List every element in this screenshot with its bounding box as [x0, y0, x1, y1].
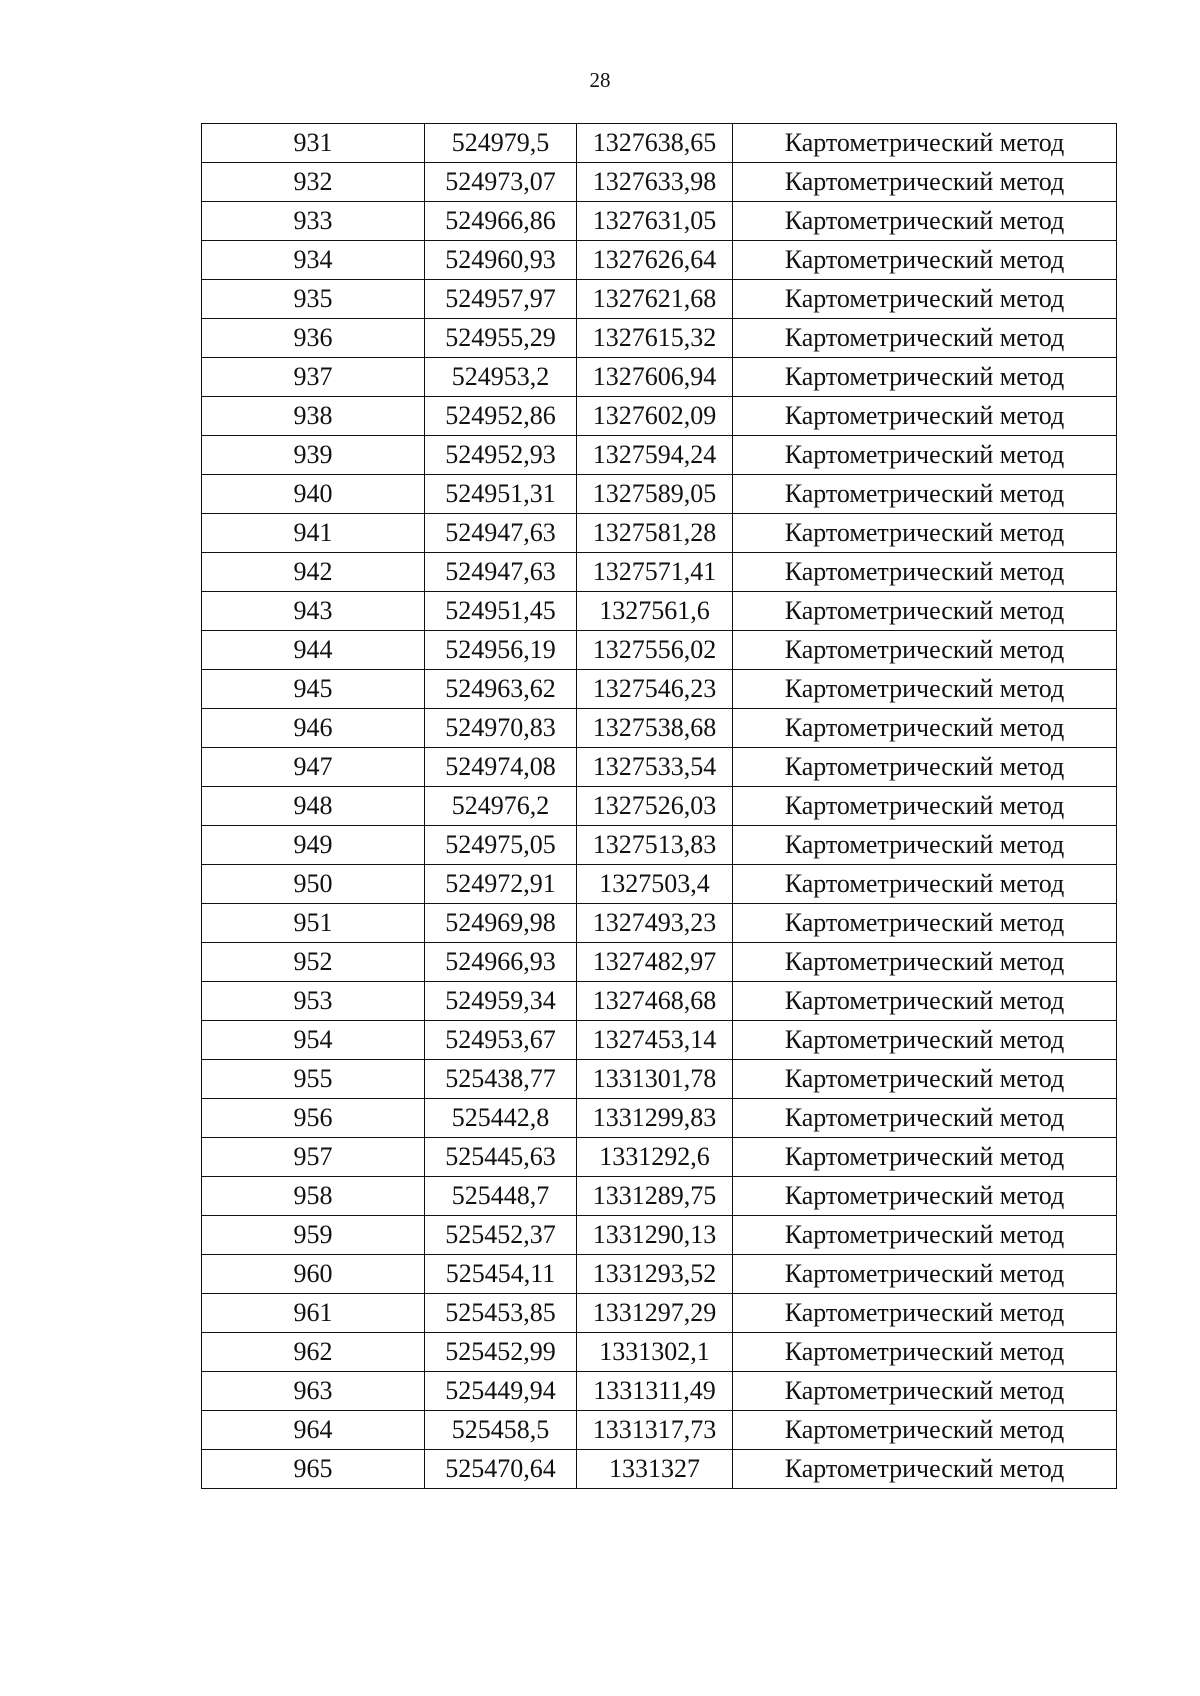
method-cell: Картометрический метод	[733, 202, 1117, 241]
y-coordinate-cell: 1327493,23	[577, 904, 733, 943]
table-row	[202, 514, 1117, 553]
table-row	[202, 1177, 1117, 1216]
y-coordinate-cell: 1327633,98	[577, 163, 733, 202]
point-number-cell: 959	[202, 1216, 425, 1255]
table-row	[202, 982, 1117, 1021]
method-cell: Картометрический метод	[733, 358, 1117, 397]
table-row	[202, 1333, 1117, 1372]
x-coordinate-cell: 525449,94	[425, 1372, 577, 1411]
point-number-cell: 954	[202, 1021, 425, 1060]
method-cell: Картометрический метод	[733, 514, 1117, 553]
table-row	[202, 826, 1117, 865]
x-coordinate-cell: 524972,91	[425, 865, 577, 904]
point-number-cell: 941	[202, 514, 425, 553]
method-cell: Картометрический метод	[733, 319, 1117, 358]
y-coordinate-cell: 1327571,41	[577, 553, 733, 592]
y-coordinate-cell: 1327621,68	[577, 280, 733, 319]
x-coordinate-cell: 525452,99	[425, 1333, 577, 1372]
coordinates-table-container	[201, 123, 1117, 1489]
table-row	[202, 787, 1117, 826]
table-row	[202, 202, 1117, 241]
x-coordinate-cell: 524952,86	[425, 397, 577, 436]
point-number-cell: 953	[202, 982, 425, 1021]
method-cell: Картометрический метод	[733, 1294, 1117, 1333]
point-number-cell: 958	[202, 1177, 425, 1216]
x-coordinate-cell: 524951,31	[425, 475, 577, 514]
y-coordinate-cell: 1331297,29	[577, 1294, 733, 1333]
table-row	[202, 1411, 1117, 1450]
y-coordinate-cell: 1327581,28	[577, 514, 733, 553]
x-coordinate-cell: 524979,5	[425, 124, 577, 163]
method-cell: Картометрический метод	[733, 1177, 1117, 1216]
table-row	[202, 943, 1117, 982]
method-cell: Картометрический метод	[733, 670, 1117, 709]
method-cell: Картометрический метод	[733, 904, 1117, 943]
table-row	[202, 241, 1117, 280]
method-cell: Картометрический метод	[733, 1411, 1117, 1450]
coordinates-table-body	[202, 124, 1117, 1489]
x-coordinate-cell: 525454,11	[425, 1255, 577, 1294]
method-cell: Картометрический метод	[733, 592, 1117, 631]
point-number-cell: 946	[202, 709, 425, 748]
point-number-cell: 934	[202, 241, 425, 280]
x-coordinate-cell: 524953,67	[425, 1021, 577, 1060]
x-coordinate-cell: 524955,29	[425, 319, 577, 358]
point-number-cell: 939	[202, 436, 425, 475]
y-coordinate-cell: 1331317,73	[577, 1411, 733, 1450]
method-cell: Картометрический метод	[733, 397, 1117, 436]
table-row	[202, 319, 1117, 358]
point-number-cell: 931	[202, 124, 425, 163]
table-row	[202, 1060, 1117, 1099]
x-coordinate-cell: 524970,83	[425, 709, 577, 748]
table-row	[202, 1294, 1117, 1333]
x-coordinate-cell: 524966,86	[425, 202, 577, 241]
table-row	[202, 475, 1117, 514]
method-cell: Картометрический метод	[733, 241, 1117, 280]
x-coordinate-cell: 525458,5	[425, 1411, 577, 1450]
y-coordinate-cell: 1327526,03	[577, 787, 733, 826]
y-coordinate-cell: 1327594,24	[577, 436, 733, 475]
method-cell: Картометрический метод	[733, 865, 1117, 904]
x-coordinate-cell: 524974,08	[425, 748, 577, 787]
x-coordinate-cell: 525442,8	[425, 1099, 577, 1138]
x-coordinate-cell: 525453,85	[425, 1294, 577, 1333]
y-coordinate-cell: 1331301,78	[577, 1060, 733, 1099]
x-coordinate-cell: 525470,64	[425, 1450, 577, 1489]
table-row	[202, 1255, 1117, 1294]
table-row	[202, 553, 1117, 592]
x-coordinate-cell: 524959,34	[425, 982, 577, 1021]
x-coordinate-cell: 525445,63	[425, 1138, 577, 1177]
y-coordinate-cell: 1327468,68	[577, 982, 733, 1021]
page-number: 28	[589, 68, 611, 92]
table-row	[202, 358, 1117, 397]
point-number-cell: 961	[202, 1294, 425, 1333]
y-coordinate-cell: 1327453,14	[577, 1021, 733, 1060]
point-number-cell: 943	[202, 592, 425, 631]
x-coordinate-cell: 524975,05	[425, 826, 577, 865]
point-number-cell: 933	[202, 202, 425, 241]
x-coordinate-cell: 524953,2	[425, 358, 577, 397]
point-number-cell: 945	[202, 670, 425, 709]
y-coordinate-cell: 1331302,1	[577, 1333, 733, 1372]
x-coordinate-cell: 524966,93	[425, 943, 577, 982]
method-cell: Картометрический метод	[733, 787, 1117, 826]
point-number-cell: 965	[202, 1450, 425, 1489]
y-coordinate-cell: 1327533,54	[577, 748, 733, 787]
point-number-cell: 940	[202, 475, 425, 514]
x-coordinate-cell: 524969,98	[425, 904, 577, 943]
x-coordinate-cell: 524973,07	[425, 163, 577, 202]
y-coordinate-cell: 1327556,02	[577, 631, 733, 670]
y-coordinate-cell: 1331292,6	[577, 1138, 733, 1177]
point-number-cell: 947	[202, 748, 425, 787]
table-row	[202, 865, 1117, 904]
x-coordinate-cell: 524956,19	[425, 631, 577, 670]
x-coordinate-cell: 524957,97	[425, 280, 577, 319]
y-coordinate-cell: 1331311,49	[577, 1372, 733, 1411]
x-coordinate-cell: 524952,93	[425, 436, 577, 475]
point-number-cell: 963	[202, 1372, 425, 1411]
y-coordinate-cell: 1331290,13	[577, 1216, 733, 1255]
x-coordinate-cell: 524947,63	[425, 553, 577, 592]
method-cell: Картометрический метод	[733, 436, 1117, 475]
y-coordinate-cell: 1331293,52	[577, 1255, 733, 1294]
method-cell: Картометрический метод	[733, 1138, 1117, 1177]
point-number-cell: 960	[202, 1255, 425, 1294]
table-row	[202, 592, 1117, 631]
y-coordinate-cell: 1327546,23	[577, 670, 733, 709]
y-coordinate-cell: 1331327	[577, 1450, 733, 1489]
method-cell: Картометрический метод	[733, 475, 1117, 514]
point-number-cell: 964	[202, 1411, 425, 1450]
y-coordinate-cell: 1327482,97	[577, 943, 733, 982]
point-number-cell: 942	[202, 553, 425, 592]
point-number-cell: 949	[202, 826, 425, 865]
point-number-cell: 957	[202, 1138, 425, 1177]
method-cell: Картометрический метод	[733, 1021, 1117, 1060]
y-coordinate-cell: 1327589,05	[577, 475, 733, 514]
x-coordinate-cell: 524951,45	[425, 592, 577, 631]
x-coordinate-cell: 524976,2	[425, 787, 577, 826]
method-cell: Картометрический метод	[733, 124, 1117, 163]
y-coordinate-cell: 1331289,75	[577, 1177, 733, 1216]
table-row	[202, 1450, 1117, 1489]
method-cell: Картометрический метод	[733, 1216, 1117, 1255]
point-number-cell: 935	[202, 280, 425, 319]
x-coordinate-cell: 525438,77	[425, 1060, 577, 1099]
method-cell: Картометрический метод	[733, 553, 1117, 592]
point-number-cell: 948	[202, 787, 425, 826]
point-number-cell: 950	[202, 865, 425, 904]
method-cell: Картометрический метод	[733, 1099, 1117, 1138]
point-number-cell: 962	[202, 1333, 425, 1372]
y-coordinate-cell: 1327638,65	[577, 124, 733, 163]
method-cell: Картометрический метод	[733, 1372, 1117, 1411]
table-row	[202, 709, 1117, 748]
y-coordinate-cell: 1327606,94	[577, 358, 733, 397]
method-cell: Картометрический метод	[733, 826, 1117, 865]
point-number-cell: 936	[202, 319, 425, 358]
table-row	[202, 436, 1117, 475]
y-coordinate-cell: 1327513,83	[577, 826, 733, 865]
point-number-cell: 951	[202, 904, 425, 943]
table-row	[202, 904, 1117, 943]
x-coordinate-cell: 525452,37	[425, 1216, 577, 1255]
point-number-cell: 937	[202, 358, 425, 397]
method-cell: Картометрический метод	[733, 943, 1117, 982]
coordinates-table	[201, 123, 1117, 1489]
point-number-cell: 955	[202, 1060, 425, 1099]
table-row	[202, 670, 1117, 709]
table-row	[202, 1099, 1117, 1138]
table-row	[202, 1372, 1117, 1411]
point-number-cell: 932	[202, 163, 425, 202]
x-coordinate-cell: 524960,93	[425, 241, 577, 280]
method-cell: Картометрический метод	[733, 631, 1117, 670]
table-row	[202, 163, 1117, 202]
y-coordinate-cell: 1331299,83	[577, 1099, 733, 1138]
y-coordinate-cell: 1327602,09	[577, 397, 733, 436]
x-coordinate-cell: 524947,63	[425, 514, 577, 553]
point-number-cell: 938	[202, 397, 425, 436]
y-coordinate-cell: 1327561,6	[577, 592, 733, 631]
table-row	[202, 1021, 1117, 1060]
method-cell: Картометрический метод	[733, 280, 1117, 319]
table-row	[202, 1216, 1117, 1255]
table-row	[202, 124, 1117, 163]
method-cell: Картометрический метод	[733, 709, 1117, 748]
y-coordinate-cell: 1327503,4	[577, 865, 733, 904]
table-row	[202, 397, 1117, 436]
y-coordinate-cell: 1327615,32	[577, 319, 733, 358]
method-cell: Картометрический метод	[733, 982, 1117, 1021]
point-number-cell: 956	[202, 1099, 425, 1138]
method-cell: Картометрический метод	[733, 1450, 1117, 1489]
y-coordinate-cell: 1327626,64	[577, 241, 733, 280]
x-coordinate-cell: 524963,62	[425, 670, 577, 709]
method-cell: Картометрический метод	[733, 163, 1117, 202]
method-cell: Картометрический метод	[733, 1333, 1117, 1372]
table-row	[202, 631, 1117, 670]
table-row	[202, 1138, 1117, 1177]
table-row	[202, 280, 1117, 319]
y-coordinate-cell: 1327631,05	[577, 202, 733, 241]
x-coordinate-cell: 525448,7	[425, 1177, 577, 1216]
method-cell: Картометрический метод	[733, 1060, 1117, 1099]
method-cell: Картометрический метод	[733, 1255, 1117, 1294]
y-coordinate-cell: 1327538,68	[577, 709, 733, 748]
point-number-cell: 952	[202, 943, 425, 982]
point-number-cell: 944	[202, 631, 425, 670]
method-cell: Картометрический метод	[733, 748, 1117, 787]
table-row	[202, 748, 1117, 787]
